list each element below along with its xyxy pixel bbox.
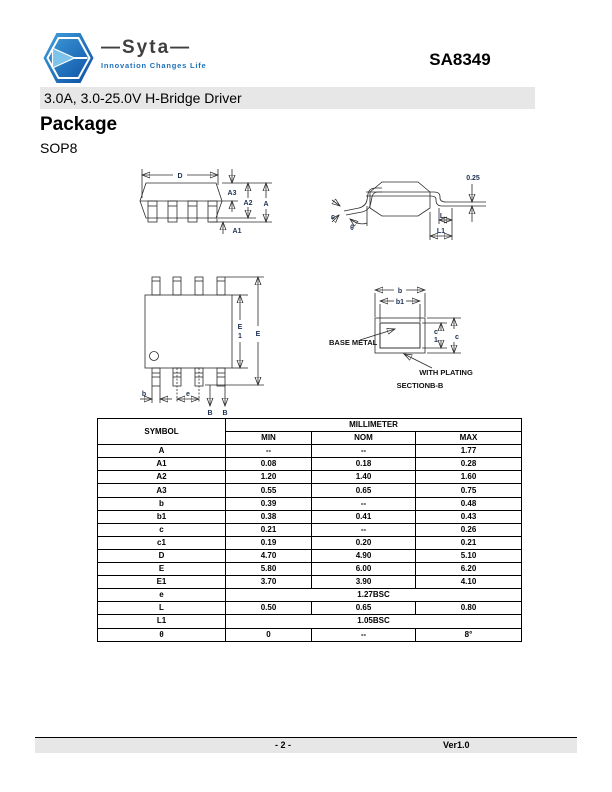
cell-max: 0.28 xyxy=(416,458,522,471)
dim-label-c1-top: c xyxy=(434,329,438,336)
cell-symbol: E xyxy=(98,563,226,576)
package-side-view-drawing xyxy=(110,165,280,251)
cell-max: 6.20 xyxy=(416,563,522,576)
pin1-marker-icon xyxy=(150,352,159,361)
syta-logo-icon xyxy=(40,30,97,86)
package-body xyxy=(140,183,238,218)
dim-label-L: L xyxy=(439,213,445,220)
cell-nom: 0.18 xyxy=(312,458,416,471)
cell-span-value: 1.27BSC xyxy=(226,589,522,602)
column-header-symbol: SYMBOL xyxy=(98,419,226,445)
cell-nom: -- xyxy=(312,445,416,458)
dim-label-b: b xyxy=(397,288,403,295)
page-title: Package xyxy=(40,114,118,135)
dim-label-c: c xyxy=(331,214,335,221)
cell-min: 0.21 xyxy=(226,523,312,536)
cell-nom: 0.41 xyxy=(312,510,416,523)
cell-max: 1.60 xyxy=(416,471,522,484)
dim-label-c1-bottom: 1 xyxy=(434,337,438,344)
section-label-B-left: B xyxy=(207,410,213,417)
column-header-millimeter: MILLIMETER xyxy=(226,419,522,432)
left-lead xyxy=(344,188,382,215)
cell-max: 4.10 xyxy=(416,576,522,589)
dim-label-025: 0.25 xyxy=(466,175,480,182)
page-number: - 2 - xyxy=(275,740,292,750)
cell-max: 0.48 xyxy=(416,497,522,510)
table-row xyxy=(98,615,522,628)
cell-max: 0.21 xyxy=(416,536,522,549)
cell-min: -- xyxy=(226,445,312,458)
cell-min: 0.39 xyxy=(226,497,312,510)
table-row xyxy=(98,445,522,458)
cell-symbol: θ xyxy=(98,628,226,641)
cell-min: 0.08 xyxy=(226,458,312,471)
dimension-table-container xyxy=(97,418,522,642)
cell-max: 1.77 xyxy=(416,445,522,458)
table-row xyxy=(98,458,522,471)
cell-symbol: A3 xyxy=(98,484,226,497)
package-body xyxy=(366,182,430,216)
brand-tagline: Innovation Changes Life xyxy=(101,61,207,70)
dim-label-A2: A2 xyxy=(243,200,253,207)
with-plating-label: WITH PLATING xyxy=(419,368,473,377)
cell-max: 0.26 xyxy=(416,523,522,536)
table-row xyxy=(98,628,522,641)
cell-max: 8° xyxy=(416,628,522,641)
column-header-max: MAX xyxy=(416,432,522,445)
table-row xyxy=(98,484,522,497)
dim-label-b: b xyxy=(141,391,147,398)
cell-max: 0.43 xyxy=(416,510,522,523)
dim-label-A3: A3 xyxy=(227,190,237,197)
table-row xyxy=(98,536,522,549)
pins-bottom xyxy=(152,368,225,386)
column-header-nom: NOM xyxy=(312,432,416,445)
cell-symbol: c1 xyxy=(98,536,226,549)
cell-min: 1.20 xyxy=(226,471,312,484)
cell-symbol: c xyxy=(98,523,226,536)
cell-nom: 0.20 xyxy=(312,536,416,549)
cell-min: 3.70 xyxy=(226,576,312,589)
dim-label-E: E xyxy=(255,331,261,338)
cell-max: 0.80 xyxy=(416,602,522,615)
cell-nom: 0.65 xyxy=(312,602,416,615)
cell-symbol: E1 xyxy=(98,576,226,589)
package-profile-view-drawing xyxy=(322,166,494,246)
table-row xyxy=(98,497,522,510)
cell-nom: -- xyxy=(312,523,416,536)
section-label-B-right: B xyxy=(222,410,228,417)
dim-label-D: D xyxy=(177,173,183,180)
dim-label-b1: b1 xyxy=(395,299,405,306)
cell-symbol: A1 xyxy=(98,458,226,471)
table-row xyxy=(98,523,522,536)
dim-label-c: c xyxy=(455,334,459,341)
cell-nom: 1.40 xyxy=(312,471,416,484)
subtitle-bar: 3.0A, 3.0-25.0V H-Bridge Driver xyxy=(40,87,535,109)
cell-min: 0.19 xyxy=(226,536,312,549)
cell-symbol: A xyxy=(98,445,226,458)
dim-label-e: e xyxy=(186,391,190,398)
cell-symbol: b1 xyxy=(98,510,226,523)
cell-nom: 4.90 xyxy=(312,549,416,562)
version-label: Ver1.0 xyxy=(443,740,470,750)
package-body xyxy=(145,295,232,368)
brand-name: —Syta— xyxy=(101,37,192,58)
column-header-min: MIN xyxy=(226,432,312,445)
dim-label-E1-bottom: 1 xyxy=(238,333,242,340)
cell-symbol: L1 xyxy=(98,615,226,628)
package-table-body xyxy=(98,445,522,641)
dim-label-A: A xyxy=(263,201,269,208)
cell-max: 0.75 xyxy=(416,484,522,497)
table-row xyxy=(98,602,522,615)
cell-min: 0 xyxy=(226,628,312,641)
cell-symbol: D xyxy=(98,549,226,562)
lead-cross-section xyxy=(375,318,425,353)
cell-symbol: L xyxy=(98,602,226,615)
table-row xyxy=(98,549,522,562)
package-top-view-drawing xyxy=(112,272,268,418)
table-row xyxy=(98,510,522,523)
table-row xyxy=(98,589,522,602)
pins-top xyxy=(152,277,225,295)
cell-nom: -- xyxy=(312,628,416,641)
cell-symbol: A2 xyxy=(98,471,226,484)
right-lead xyxy=(430,192,486,206)
part-number: SA8349 xyxy=(429,50,491,69)
cell-min: 5.80 xyxy=(226,563,312,576)
section-caption: SECTIONB-B xyxy=(396,381,444,390)
cell-min: 0.38 xyxy=(226,510,312,523)
brand-block xyxy=(101,38,207,70)
table-row xyxy=(98,563,522,576)
cell-nom: 3.90 xyxy=(312,576,416,589)
table-row xyxy=(98,576,522,589)
page-footer xyxy=(35,737,577,753)
cell-symbol: e xyxy=(98,589,226,602)
cell-nom: 6.00 xyxy=(312,563,416,576)
package-name: SOP8 xyxy=(40,140,78,156)
cell-min: 0.50 xyxy=(226,602,312,615)
cell-min: 0.55 xyxy=(226,484,312,497)
cell-min: 4.70 xyxy=(226,549,312,562)
dim-label-A1: A1 xyxy=(232,228,242,235)
dim-label-L1: L1 xyxy=(436,228,446,235)
base-metal-label: BASE METAL xyxy=(329,338,378,347)
section-bb-drawing xyxy=(328,283,520,395)
cell-max: 5.10 xyxy=(416,549,522,562)
package-dimension-table xyxy=(97,418,522,642)
cell-nom: -- xyxy=(312,497,416,510)
dim-label-theta: θ xyxy=(350,225,354,232)
pins-front xyxy=(148,201,217,222)
dim-label-E1-top: E xyxy=(237,324,243,331)
table-row xyxy=(98,471,522,484)
cell-symbol: b xyxy=(98,497,226,510)
cell-nom: 0.65 xyxy=(312,484,416,497)
cell-span-value: 1.05BSC xyxy=(226,615,522,628)
